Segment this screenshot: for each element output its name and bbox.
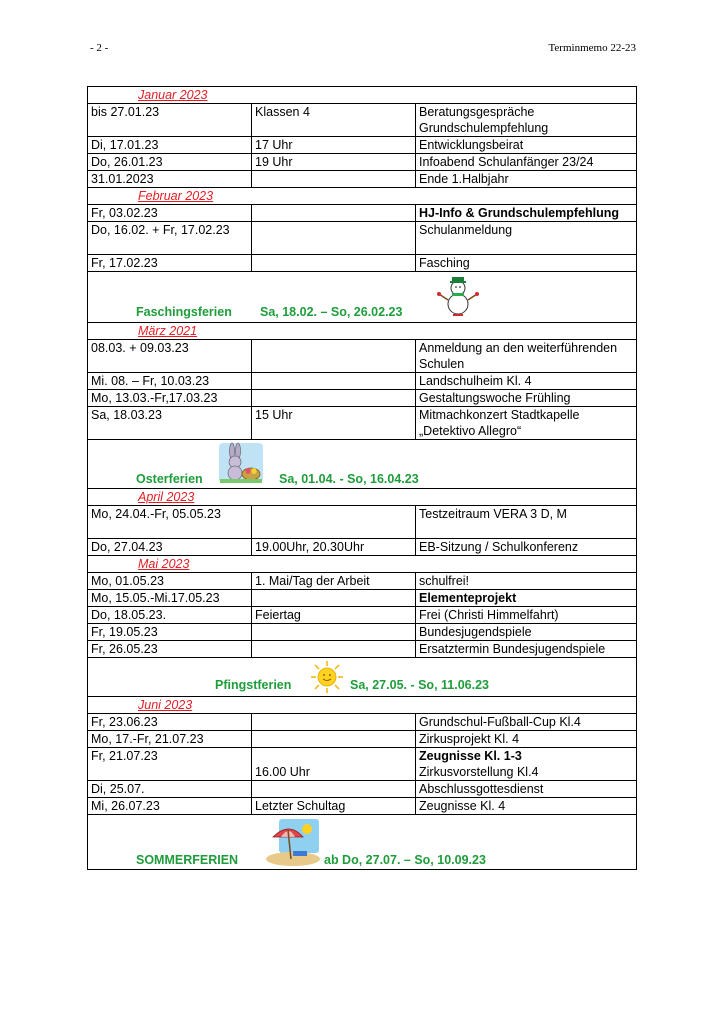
holiday-name: Osterferien <box>136 472 203 486</box>
date-cell: Do, 18.05.23. <box>88 607 252 624</box>
time-cell <box>252 641 416 658</box>
date-cell: Mo, 01.05.23 <box>88 573 252 590</box>
date-cell: Fr, 17.02.23 <box>88 255 252 272</box>
holiday-row <box>88 658 637 697</box>
date-cell: Mo, 24.04.-Fr, 05.05.23 <box>88 506 252 539</box>
time-cell <box>252 255 416 272</box>
event-cell: Beratungsgespräche Grundschulempfehlung <box>416 104 637 137</box>
event-cell: Gestaltungswoche Frühling <box>416 390 637 407</box>
holiday-row <box>88 272 637 323</box>
event-cell: Abschlussgottesdienst <box>416 781 637 798</box>
table-row <box>88 340 637 373</box>
month-heading: Juni 2023 <box>88 697 637 714</box>
holiday-name: SOMMERFERIEN <box>136 853 239 867</box>
table-row <box>88 573 637 590</box>
holiday-cell <box>88 815 637 870</box>
holiday-dates: Sa, 27.05. - So, 11.06.23 <box>350 678 489 692</box>
holiday-dates: Sa, 01.04. - So, 16.04.23 <box>279 472 419 486</box>
event-cell: Testzeitraum VERA 3 D, M <box>416 506 637 539</box>
date-cell: Sa, 18.03.23 <box>88 407 252 440</box>
table-row <box>88 154 637 171</box>
date-cell: Fr, 21.07.23 <box>88 748 252 781</box>
month-row <box>88 697 637 714</box>
date-cell: Mo, 15.05.-Mi.17.05.23 <box>88 590 252 607</box>
time-cell: 19.00Uhr, 20.30Uhr <box>252 539 416 556</box>
time-cell <box>252 731 416 748</box>
date-cell: Mo, 13.03.-Fr,17.03.23 <box>88 390 252 407</box>
table-row <box>88 171 637 188</box>
event-cell: Landschulheim Kl. 4 <box>416 373 637 390</box>
time-cell: 1. Mai/Tag der Arbeit <box>252 573 416 590</box>
time-cell <box>252 373 416 390</box>
holiday-row <box>88 440 637 489</box>
month-row <box>88 87 637 104</box>
table-row <box>88 104 637 137</box>
table-row <box>88 731 637 748</box>
table-row <box>88 781 637 798</box>
table-row <box>88 205 637 222</box>
event-cell: Anmeldung an den weiterführenden Schulen <box>416 340 637 373</box>
time-cell <box>252 390 416 407</box>
time-cell <box>252 222 416 255</box>
date-cell: Do, 16.02. + Fr, 17.02.23 <box>88 222 252 255</box>
month-row <box>88 188 637 205</box>
holiday-name: Pfingstferien <box>215 678 292 692</box>
holiday-dates: Sa, 18.02. – So, 26.02.23 <box>260 305 403 319</box>
date-cell: Do, 27.04.23 <box>88 539 252 556</box>
date-cell: 08.03. + 09.03.23 <box>88 340 252 373</box>
time-cell <box>252 714 416 731</box>
table-row <box>88 798 637 815</box>
date-cell: Fr, 23.06.23 <box>88 714 252 731</box>
time-cell <box>252 624 416 641</box>
time-cell <box>252 590 416 607</box>
date-cell: Di, 17.01.23 <box>88 137 252 154</box>
event-cell: Entwicklungsbeirat <box>416 137 637 154</box>
holiday-name: Faschingsferien <box>136 305 232 319</box>
event-cell <box>416 748 637 781</box>
page-number: - 2 - <box>90 42 109 54</box>
beach-umbrella-icon <box>263 817 321 867</box>
table-row <box>88 748 637 781</box>
schedule-table <box>87 86 637 870</box>
event-cell: Grundschul-Fußball-Cup Kl.4 <box>416 714 637 731</box>
event-cell: Schulanmeldung <box>416 222 637 255</box>
event-cell: Zeugnisse Kl. 4 <box>416 798 637 815</box>
holiday-cell <box>88 440 637 489</box>
event-cell: schulfrei! <box>416 573 637 590</box>
event-line-zeugnisse: Zeugnisse Kl. 1-3 <box>419 749 522 763</box>
date-cell: Mi, 26.07.23 <box>88 798 252 815</box>
table-row <box>88 539 637 556</box>
month-row <box>88 323 637 340</box>
date-cell: bis 27.01.23 <box>88 104 252 137</box>
event-cell: Mitmachkonzert Stadtkapelle „Detektivo Allegro“ <box>416 407 637 440</box>
snowman-icon <box>433 274 483 318</box>
date-cell: Mi. 08. – Fr, 10.03.23 <box>88 373 252 390</box>
time-cell <box>252 340 416 373</box>
sun-icon <box>310 660 344 694</box>
holiday-dates: ab Do, 27.07. – So, 10.09.23 <box>324 853 486 867</box>
time-cell: 19 Uhr <box>252 154 416 171</box>
holiday-cell <box>88 272 637 323</box>
event-cell: Frei (Christi Himmelfahrt) <box>416 607 637 624</box>
date-cell: Fr, 26.05.23 <box>88 641 252 658</box>
date-cell: 31.01.2023 <box>88 171 252 188</box>
table-row <box>88 137 637 154</box>
table-row <box>88 607 637 624</box>
time-cell: 17 Uhr <box>252 137 416 154</box>
event-line-zirkus: Zirkusvorstellung Kl.4 <box>419 765 539 779</box>
time-cell <box>252 506 416 539</box>
time-cell <box>252 781 416 798</box>
table-row <box>88 222 637 255</box>
month-heading: April 2023 <box>88 489 637 506</box>
month-heading: Mai 2023 <box>88 556 637 573</box>
date-cell: Fr, 03.02.23 <box>88 205 252 222</box>
event-cell: EB-Sitzung / Schulkonferenz <box>416 539 637 556</box>
table-row <box>88 714 637 731</box>
date-cell: Do, 26.01.23 <box>88 154 252 171</box>
event-cell: Infoabend Schulanfänger 23/24 <box>416 154 637 171</box>
table-row <box>88 390 637 407</box>
table-row <box>88 373 637 390</box>
table-row <box>88 641 637 658</box>
event-cell: Ersatztermin Bundesjugendspiele <box>416 641 637 658</box>
date-cell: Di, 25.07. <box>88 781 252 798</box>
time-cell: Letzter Schultag <box>252 798 416 815</box>
time-cell <box>252 205 416 222</box>
time-cell: Feiertag <box>252 607 416 624</box>
table-row <box>88 506 637 539</box>
holiday-cell <box>88 658 637 697</box>
month-heading: Februar 2023 <box>88 188 637 205</box>
event-cell: Bundesjugendspiele <box>416 624 637 641</box>
time-cell <box>252 171 416 188</box>
easter-bunny-icon <box>218 442 264 484</box>
document-title: Terminmemo 22-23 <box>548 42 636 54</box>
table-row <box>88 590 637 607</box>
table-row <box>88 255 637 272</box>
event-cell: Fasching <box>416 255 637 272</box>
table-row <box>88 407 637 440</box>
holiday-row <box>88 815 637 870</box>
month-row <box>88 489 637 506</box>
date-cell: Mo, 17.-Fr, 21.07.23 <box>88 731 252 748</box>
time-cell: Klassen 4 <box>252 104 416 137</box>
date-cell: Fr, 19.05.23 <box>88 624 252 641</box>
table-row <box>88 624 637 641</box>
month-heading: März 2021 <box>88 323 637 340</box>
event-cell: Ende 1.Halbjahr <box>416 171 637 188</box>
event-cell: HJ-Info & Grundschulempfehlung <box>416 205 637 222</box>
month-row <box>88 556 637 573</box>
event-cell: Zirkusprojekt Kl. 4 <box>416 731 637 748</box>
event-cell: Elementeprojekt <box>416 590 637 607</box>
time-cell: 15 Uhr <box>252 407 416 440</box>
month-heading: Januar 2023 <box>88 87 637 104</box>
time-text: 16.00 Uhr <box>255 765 310 779</box>
time-cell <box>252 748 416 781</box>
